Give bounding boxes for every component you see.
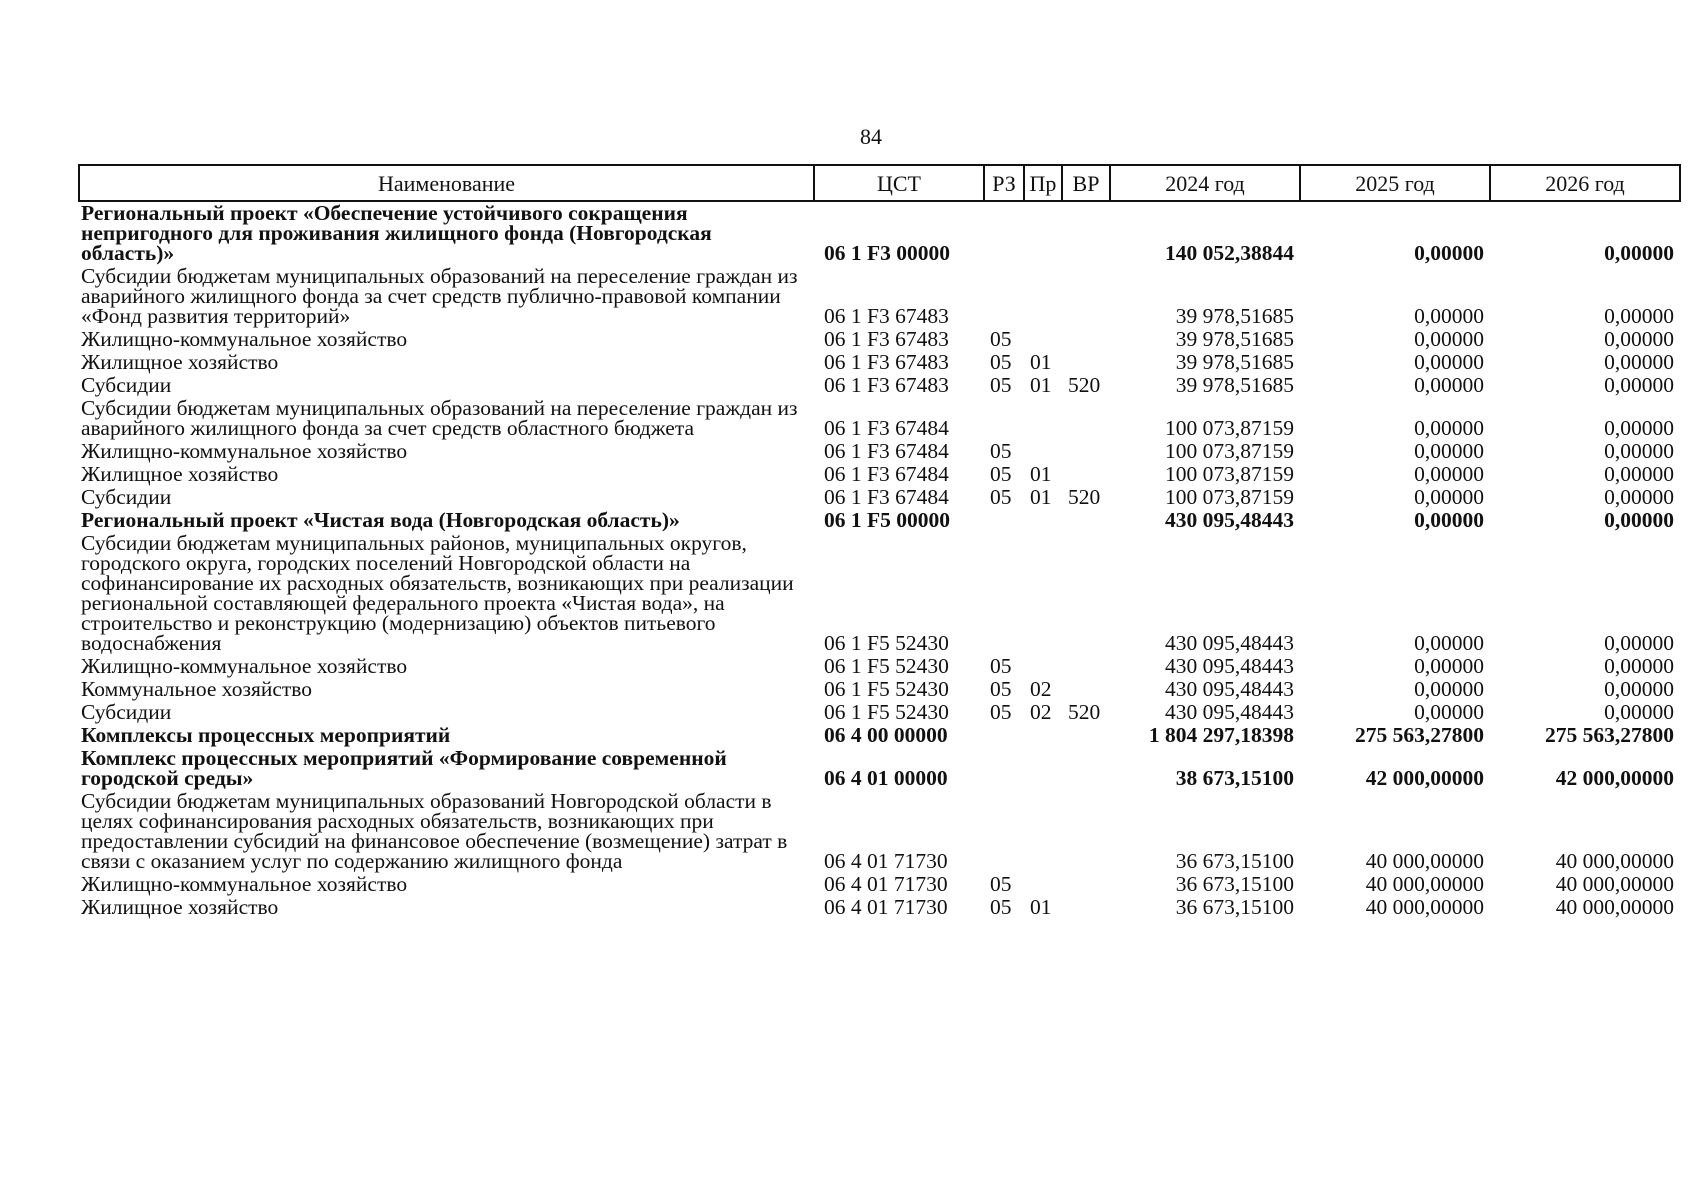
- cell-pr: [1024, 724, 1062, 747]
- cell-cst: 06 4 01 71730: [824, 872, 948, 896]
- cell-y2025: 0,00000: [1414, 350, 1484, 374]
- cell-name: Жилищно-коммунальное хозяйство: [81, 654, 408, 678]
- cell-y2024: 140 052,38844: [1165, 241, 1294, 265]
- cell-rz: 05: [990, 872, 1012, 896]
- cell-y2025: 0,00000: [1414, 700, 1484, 724]
- cell-vr: [1062, 724, 1110, 747]
- cell-y2024: 430 095,48443: [1165, 700, 1294, 724]
- cell-y2024: 430 095,48443: [1165, 631, 1294, 655]
- cell-y2025: 0,00000: [1414, 439, 1484, 463]
- cell-y2026: 0,00000: [1604, 241, 1674, 265]
- cell-rz: 05: [990, 485, 1012, 509]
- cell-vr: [1062, 655, 1110, 678]
- cell-cst: 06 4 01 71730: [824, 895, 948, 919]
- cell-cst: 06 1 F3 67483: [824, 304, 949, 328]
- cell-y2026: 0,00000: [1604, 508, 1674, 532]
- cell-y2024: 1 804 297,18398: [1148, 723, 1294, 747]
- cell-y2024: 39 978,51685: [1175, 327, 1294, 351]
- cell-pr: [1024, 440, 1062, 463]
- table-row: [79, 486, 1680, 509]
- cell-cst: 06 1 F3 67484: [824, 439, 949, 463]
- cell-y2025: 0,00000: [1414, 304, 1484, 328]
- header-2024: 2024 год: [1110, 165, 1300, 201]
- cell-y2025: 0,00000: [1414, 241, 1484, 265]
- cell-name: Субсидии бюджетам муниципальных районов, муниципальных округов, городского округа, городских поселений Новгородской области на софинансирование их расходных обязательств, возникающих при реализации региональной составляющей федерального проекта «Чистая вода», на строительство и реконструкцию (модернизацию) объектов питьевого водоснабжения: [81, 531, 794, 655]
- table-row: [79, 701, 1680, 724]
- cell-y2026: 0,00000: [1604, 327, 1674, 351]
- cell-vr: [1062, 201, 1110, 265]
- cell-y2025: 0,00000: [1414, 631, 1484, 655]
- cell-name: Субсидии бюджетам муниципальных образований на переселение граждан из аварийного жилищного фонда за счет средств публично-правовой компании «Фонд развития территорий»: [81, 264, 798, 328]
- cell-y2024: 39 978,51685: [1175, 350, 1294, 374]
- cell-vr: [1062, 265, 1110, 328]
- cell-cst: 06 1 F5 52430: [824, 631, 949, 655]
- table-row: [79, 351, 1680, 374]
- cell-cst: 06 4 00 00000: [824, 723, 948, 747]
- cell-y2025: 0,00000: [1414, 508, 1484, 532]
- cell-y2024: 36 673,15100: [1175, 872, 1294, 896]
- budget-table: [78, 164, 1681, 919]
- cell-vr: 520: [1068, 373, 1101, 397]
- cell-y2025: 0,00000: [1414, 462, 1484, 486]
- cell-y2026: 40 000,00000: [1555, 849, 1674, 873]
- cell-y2026: 0,00000: [1604, 439, 1674, 463]
- table-row: [79, 328, 1680, 351]
- cell-pr: 01: [1030, 462, 1052, 486]
- cell-y2025: 0,00000: [1414, 416, 1484, 440]
- cell-name: Жилищное хозяйство: [81, 462, 279, 486]
- cell-pr: [1024, 747, 1062, 790]
- cell-vr: [1062, 397, 1110, 440]
- cell-vr: 520: [1068, 700, 1101, 724]
- cell-cst: 06 1 F3 67483: [824, 350, 949, 374]
- table-body: [79, 201, 1680, 919]
- cell-name: Жилищно-коммунальное хозяйство: [81, 439, 408, 463]
- table-row: [79, 265, 1680, 328]
- cell-pr: 01: [1030, 895, 1052, 919]
- page-number: 84: [860, 124, 882, 149]
- cell-name: Комплекс процессных мероприятий «Формирование современной городской среды»: [81, 746, 727, 790]
- cell-name: Жилищное хозяйство: [81, 350, 279, 374]
- table-header-row: [79, 165, 1680, 201]
- cell-rz: 05: [990, 462, 1012, 486]
- cell-vr: [1062, 463, 1110, 486]
- cell-vr: [1062, 678, 1110, 701]
- header-pr: Пр: [1024, 165, 1062, 201]
- cell-name: Региональный проект «Чистая вода (Новгородская область)»: [81, 508, 680, 532]
- cell-y2026: 42 000,00000: [1555, 766, 1674, 790]
- cell-y2025: 0,00000: [1414, 327, 1484, 351]
- cell-rz: [984, 509, 1024, 532]
- cell-rz: 05: [990, 700, 1012, 724]
- cell-name: Коммунальное хозяйство: [81, 677, 313, 701]
- cell-y2026: 0,00000: [1604, 304, 1674, 328]
- cell-vr: [1062, 790, 1110, 873]
- cell-y2026: 0,00000: [1604, 700, 1674, 724]
- cell-rz: 05: [990, 373, 1012, 397]
- cell-name: Жилищное хозяйство: [81, 895, 279, 919]
- cell-y2025: 40 000,00000: [1365, 895, 1484, 919]
- cell-name: Комплексы процессных мероприятий: [81, 723, 451, 747]
- cell-pr: [1024, 397, 1062, 440]
- cell-name: Субсидии бюджетам муниципальных образований на переселение граждан из аварийного жилищного фонда за счет средств областного бюджета: [81, 396, 798, 440]
- cell-name: Субсидии: [81, 373, 172, 397]
- table-row: [79, 440, 1680, 463]
- cell-pr: 01: [1030, 373, 1052, 397]
- table-row: [79, 747, 1680, 790]
- cell-cst: 06 1 F3 67483: [824, 373, 949, 397]
- cell-pr: [1024, 509, 1062, 532]
- cell-name: Субсидии: [81, 485, 172, 509]
- cell-y2024: 430 095,48443: [1165, 677, 1294, 701]
- cell-y2024: 430 095,48443: [1165, 508, 1294, 532]
- table-row: [79, 790, 1680, 873]
- cell-rz: 05: [990, 677, 1012, 701]
- cell-rz: [984, 265, 1024, 328]
- cell-y2024: 39 978,51685: [1175, 304, 1294, 328]
- cell-vr: [1062, 328, 1110, 351]
- table-row: [79, 509, 1680, 532]
- header-name: Наименование: [79, 165, 814, 201]
- cell-rz: 05: [990, 350, 1012, 374]
- cell-name: Жилищно-коммунальное хозяйство: [81, 327, 408, 351]
- table-row: [79, 724, 1680, 747]
- cell-y2025: 275 563,27800: [1355, 723, 1484, 747]
- cell-cst: 06 1 F3 00000: [824, 241, 951, 265]
- table-row: [79, 201, 1680, 265]
- cell-name: Региональный проект «Обеспечение устойчивого сокращения непригодного для проживания жилищного фонда (Новгородская область)»: [81, 201, 712, 265]
- cell-y2026: 275 563,27800: [1545, 723, 1674, 747]
- cell-y2026: 0,00000: [1604, 462, 1674, 486]
- cell-y2026: 0,00000: [1604, 654, 1674, 678]
- cell-vr: [1062, 440, 1110, 463]
- cell-pr: [1024, 790, 1062, 873]
- cell-cst: 06 1 F5 52430: [824, 654, 949, 678]
- header-cst: ЦСТ: [814, 165, 984, 201]
- table-row: [79, 896, 1680, 919]
- table-row: [79, 532, 1680, 655]
- cell-cst: 06 1 F5 52430: [824, 677, 949, 701]
- cell-pr: [1024, 201, 1062, 265]
- cell-y2024: 100 073,87159: [1165, 416, 1294, 440]
- cell-vr: [1062, 532, 1110, 655]
- cell-y2024: 430 095,48443: [1165, 654, 1294, 678]
- cell-cst: 06 4 01 71730: [824, 849, 948, 873]
- cell-rz: 05: [990, 654, 1012, 678]
- cell-y2026: 40 000,00000: [1555, 895, 1674, 919]
- table-row: [79, 873, 1680, 896]
- cell-pr: [1024, 532, 1062, 655]
- cell-pr: 01: [1030, 485, 1052, 509]
- cell-pr: 02: [1030, 677, 1052, 701]
- header-rz: РЗ: [984, 165, 1024, 201]
- cell-pr: [1024, 873, 1062, 896]
- cell-cst: 06 1 F3 67483: [824, 327, 949, 351]
- table-row: [79, 678, 1680, 701]
- cell-vr: [1062, 351, 1110, 374]
- cell-rz: [984, 397, 1024, 440]
- cell-y2026: 0,00000: [1604, 677, 1674, 701]
- cell-cst: 06 1 F5 52430: [824, 700, 949, 724]
- header-2025: 2025 год: [1300, 165, 1490, 201]
- cell-cst: 06 1 F5 00000: [824, 508, 951, 532]
- cell-y2026: 0,00000: [1604, 373, 1674, 397]
- cell-pr: 02: [1030, 700, 1052, 724]
- cell-vr: [1062, 896, 1110, 919]
- cell-y2025: 40 000,00000: [1365, 849, 1484, 873]
- cell-rz: 05: [990, 895, 1012, 919]
- cell-y2026: 0,00000: [1604, 485, 1674, 509]
- cell-y2025: 0,00000: [1414, 677, 1484, 701]
- cell-y2024: 100 073,87159: [1165, 462, 1294, 486]
- cell-y2025: 0,00000: [1414, 654, 1484, 678]
- cell-y2024: 100 073,87159: [1165, 439, 1294, 463]
- cell-vr: 520: [1068, 485, 1101, 509]
- cell-cst: 06 1 F3 67484: [824, 462, 949, 486]
- cell-y2024: 100 073,87159: [1165, 485, 1294, 509]
- table-row: [79, 374, 1680, 397]
- cell-y2024: 39 978,51685: [1175, 373, 1294, 397]
- cell-rz: [984, 747, 1024, 790]
- cell-y2024: 36 673,15100: [1175, 895, 1294, 919]
- cell-name: Жилищно-коммунальное хозяйство: [81, 872, 408, 896]
- table-row: [79, 655, 1680, 678]
- cell-rz: 05: [990, 327, 1012, 351]
- cell-y2026: 40 000,00000: [1555, 872, 1674, 896]
- cell-y2024: 38 673,15100: [1175, 766, 1294, 790]
- cell-y2026: 0,00000: [1604, 350, 1674, 374]
- cell-rz: [984, 790, 1024, 873]
- header-2026: 2026 год: [1490, 165, 1680, 201]
- cell-rz: [984, 724, 1024, 747]
- table-row: [79, 397, 1680, 440]
- cell-y2025: 0,00000: [1414, 373, 1484, 397]
- cell-pr: 01: [1030, 350, 1052, 374]
- cell-y2026: 0,00000: [1604, 631, 1674, 655]
- cell-y2026: 0,00000: [1604, 416, 1674, 440]
- cell-rz: [984, 532, 1024, 655]
- cell-name: Субсидии бюджетам муниципальных образований Новгородской области в целях софинансирования расходных обязательств, возникающих при предоставлении субсидий на финансовое обеспечение (возмещение) затрат в связи с оказанием услуг по содержанию жилищного фонда: [81, 789, 788, 873]
- cell-cst: 06 4 01 00000: [824, 766, 948, 790]
- table-row: [79, 463, 1680, 486]
- cell-pr: [1024, 328, 1062, 351]
- cell-vr: [1062, 509, 1110, 532]
- cell-name: Субсидии: [81, 700, 172, 724]
- cell-y2025: 0,00000: [1414, 485, 1484, 509]
- cell-cst: 06 1 F3 67484: [824, 485, 949, 509]
- header-vr: ВР: [1062, 165, 1110, 201]
- cell-vr: [1062, 873, 1110, 896]
- cell-y2025: 42 000,00000: [1365, 766, 1484, 790]
- cell-rz: 05: [990, 439, 1012, 463]
- cell-cst: 06 1 F3 67484: [824, 416, 949, 440]
- cell-rz: [984, 201, 1024, 265]
- cell-y2024: 36 673,15100: [1175, 849, 1294, 873]
- cell-pr: [1024, 655, 1062, 678]
- cell-pr: [1024, 265, 1062, 328]
- cell-vr: [1062, 747, 1110, 790]
- cell-y2025: 40 000,00000: [1365, 872, 1484, 896]
